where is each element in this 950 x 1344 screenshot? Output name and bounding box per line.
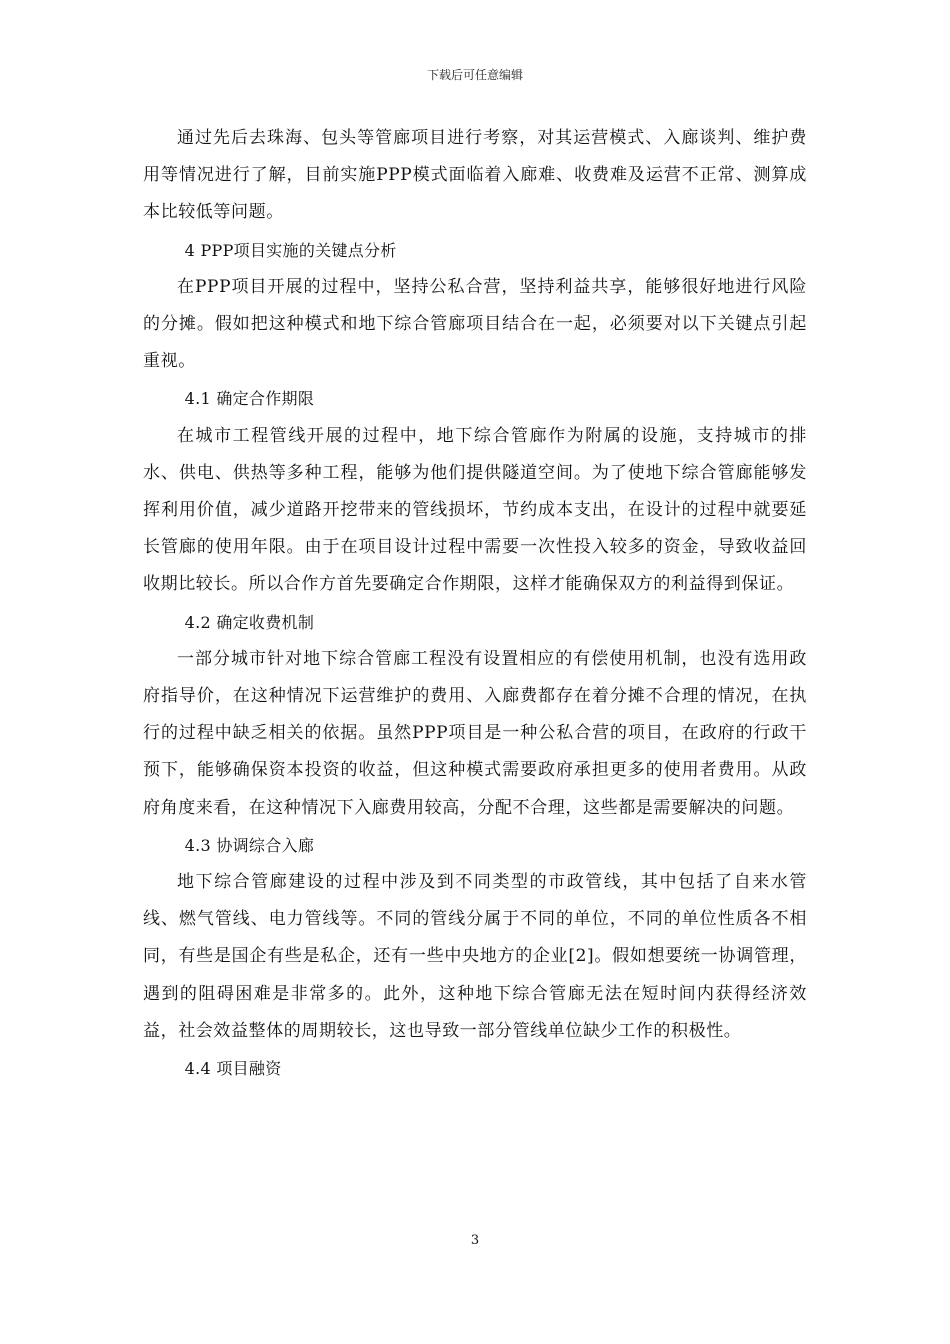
section-heading-4: 4 PPP项目实施的关键点分析 xyxy=(184,240,397,260)
paragraph-cooperation-period: 在城市工程管线开展的过程中，地下综合管廊作为附属的设施，支持城市的排水、供电、供热等多种工程，能够为他们提供隧道空间。为了使地下综合管廊能够发挥利用价值，减少道路开挖带来的管线损坏，节约成本支出，在设计的过程中就要延长管廊的使用年限。由于在项目设计过程中需要一次性投入较多的资金，导致收益回收期比较长。所以合作方首先要确定合作期限，这样才能确保双方的利益得到保证。 xyxy=(143,425,807,595)
section-heading-4-4: 4.4 项目融资 xyxy=(184,1059,282,1079)
paragraph-ppp-intro: 在PPP项目开展的过程中，坚持公私合营，坚持利益共享，能够很好地进行风险的分摊。假如把这种模式和地下综合管廊项目结合在一起，必须要对以下关键点引起重视。 xyxy=(143,276,807,372)
page-header: 下载后可任意编辑 xyxy=(426,68,523,82)
document-body xyxy=(143,120,807,1087)
paragraph-fee-mechanism: 一部分城市针对地下综合管廊工程没有设置相应的有偿使用机制，也没有选用政府指导价，在这种情况下运营维护的费用、入廊费都存在着分摊不合理的情况，在执行的过程中缺乏相关的依据。虽然PPP项目是一种公私合营的项目，在政府的行政干预下，能够确保资本投资的收益，但这种模式需要政府承担更多的使用者费用。从政府角度来看，在这种情况下入廊费用较高，分配不合理，这些都是需要解决的问题。 xyxy=(143,648,807,818)
paragraph-site-visits: 通过先后去珠海、包头等管廊项目进行考察，对其运营模式、入廊谈判、维护费用等情况进行了解，目前实施PPP模式面临着入廊难、收费难及运营不正常、测算成本比较低等问题。 xyxy=(143,128,807,223)
section-heading-4-1: 4.1 确定合作期限 xyxy=(184,389,315,409)
section-heading-4-2: 4.2 确定收费机制 xyxy=(184,612,315,632)
section-heading-4-3: 4.3 协调综合入廊 xyxy=(184,835,315,855)
paragraph-coordination: 地下综合管廊建设的过程中涉及到不同类型的市政管线，其中包括了自来水管线、燃气管线、电力管线等。不同的管线分属于不同的单位，不同的单位性质各不相同，有些是国企有些是私企，还有一些中央地方的企业[2]。假如想要统一协调管理，遇到的阻碍困难是非常多的。此外，这种地下综合管廊无法在短时间内获得经济效益，社会效益整体的周期较长，这也导致一部分管线单位缺少工作的积极性。 xyxy=(143,872,807,1041)
page-number: 3 xyxy=(470,1233,480,1248)
